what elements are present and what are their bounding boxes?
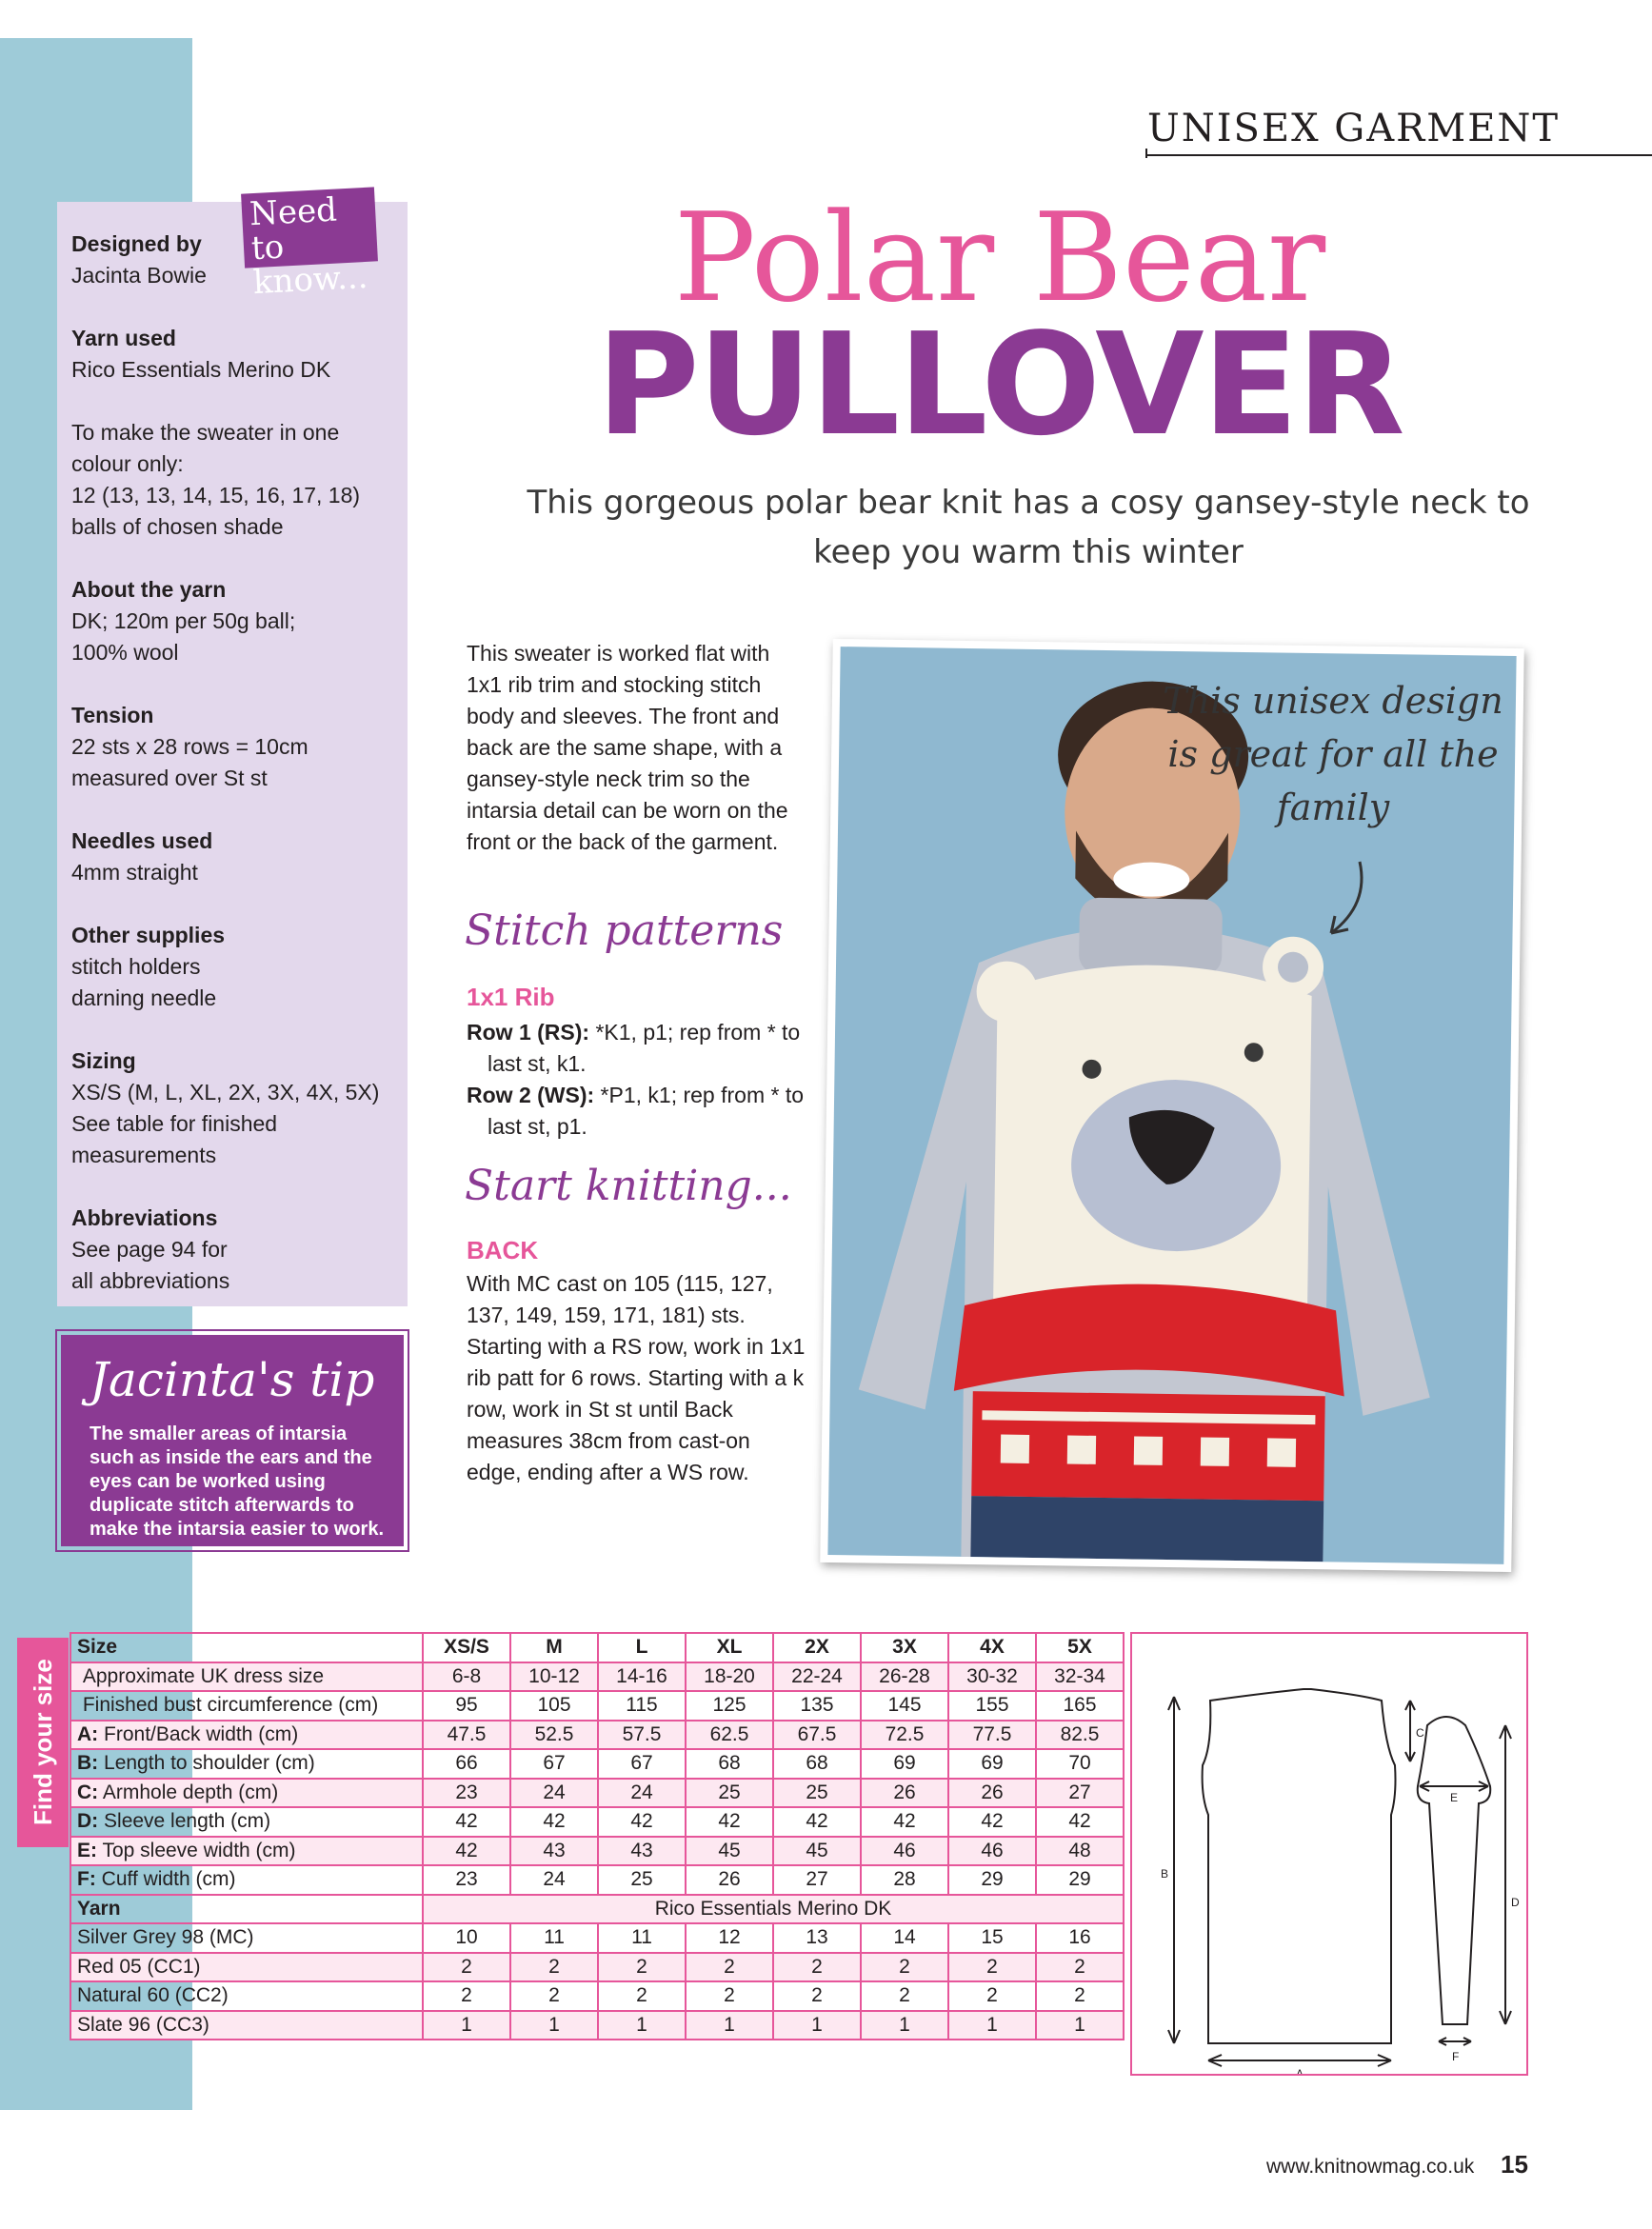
table-cell: 29 xyxy=(1036,1865,1124,1895)
table-cell: 2 xyxy=(598,1981,686,2011)
measurement-text: Finished bust circumference (cm) xyxy=(82,1694,379,1717)
table-cell: 2 xyxy=(686,1953,773,1982)
ntk-one-colour xyxy=(71,417,405,543)
yarn-shade-label: Silver Grey 98 (MC) xyxy=(70,1923,423,1953)
page-number: 15 xyxy=(1501,2150,1528,2179)
diagram-label-e: E xyxy=(1450,1791,1459,1804)
table-cell: 14-16 xyxy=(598,1662,686,1692)
table-cell: 24 xyxy=(510,1865,598,1895)
table-cell: 67.5 xyxy=(773,1721,861,1750)
table-cell: 70 xyxy=(1036,1749,1124,1779)
rib-heading: 1x1 Rib xyxy=(467,983,555,1011)
section-rule-tick xyxy=(1145,149,1147,158)
back-instructions: With MC cast on 105 (115, 127, 137, 149, 159, 171, 181) sts. Starting with a RS row, work in 1x1 rib patt for 6 rows. Starting with a k row, work in St st until Back measures 38cm from cast-on edge, ending after a WS row. xyxy=(467,1271,806,1484)
table-cell: 42 xyxy=(861,1807,948,1837)
rib-row-2 xyxy=(467,1080,809,1143)
yarn-shade-label: Slate 96 (CC3) xyxy=(70,2011,423,2040)
table-cell: 2 xyxy=(598,1953,686,1982)
diagram-label-c: C xyxy=(1416,1726,1424,1740)
table-cell: 26 xyxy=(861,1779,948,1808)
intro-paragraph: This sweater is worked flat with 1x1 rib trim and stocking stitch body and sleeves. The front and back are the same shape, with a gansey-style neck trim so the intarsia detail can be worn on the front or the back of the garment. xyxy=(467,641,788,854)
table-cell: 16 xyxy=(1036,1923,1124,1953)
table-cell: 68 xyxy=(686,1749,773,1779)
yarn-name: Rico Essentials Merino DK xyxy=(423,1895,1124,1924)
start-knitting-heading: Start knitting... xyxy=(465,1162,792,1210)
measurement-label xyxy=(70,1749,423,1779)
ntk-about-yarn xyxy=(71,574,405,668)
table-row xyxy=(70,1779,1124,1808)
measurement-letter: A: xyxy=(77,1722,99,1745)
measurement-label xyxy=(70,1691,423,1721)
table-cell: 135 xyxy=(773,1691,861,1721)
back-heading: BACK xyxy=(467,1236,539,1264)
table-cell: 24 xyxy=(510,1779,598,1808)
table-cell: 105 xyxy=(510,1691,598,1721)
table-cell: 32-34 xyxy=(1036,1662,1124,1692)
yarn-shade-label: Natural 60 (CC2) xyxy=(70,1981,423,2011)
ntk-line: To make the sweater in one xyxy=(71,420,340,445)
table-cell: 26 xyxy=(686,1865,773,1895)
measurement-text: Cuff width (cm) xyxy=(101,1868,236,1891)
measurement-label xyxy=(70,1779,423,1808)
yarn-row xyxy=(70,1923,1124,1953)
size-table xyxy=(70,1632,1125,2040)
table-cell: 1 xyxy=(510,2011,598,2040)
yarn-header: Yarn xyxy=(70,1895,423,1924)
ntk-line: See table for finished xyxy=(71,1111,278,1136)
table-cell: 11 xyxy=(510,1923,598,1953)
table-cell: 42 xyxy=(686,1807,773,1837)
table-cell: 48 xyxy=(1036,1837,1124,1866)
ntk-heading: Sizing xyxy=(71,1048,136,1073)
ntk-line: 12 (13, 13, 14, 15, 16, 17, 18) xyxy=(71,483,361,507)
measurement-letter: E: xyxy=(77,1839,97,1861)
ntk-line: measured over St st xyxy=(71,766,268,790)
ntk-line: XS/S (M, L, XL, 2X, 3X, 4X, 5X) xyxy=(71,1080,380,1105)
table-cell: 1 xyxy=(686,2011,773,2040)
row-label: Row 2 (WS): xyxy=(467,1083,595,1107)
table-cell: 18-20 xyxy=(686,1662,773,1692)
standfirst: This gorgeous polar bear knit has a cosy gansey-style neck to keep you warm this winter xyxy=(527,484,1530,571)
table-cell: 2 xyxy=(423,1953,510,1982)
yarn-row xyxy=(70,1953,1124,1982)
measurement-text: Armhole depth (cm) xyxy=(102,1781,279,1803)
table-cell: 42 xyxy=(598,1807,686,1837)
table-cell: 2 xyxy=(861,1981,948,2011)
size-col: XL xyxy=(686,1633,773,1662)
need-to-know-tag: Need to know... xyxy=(241,187,378,268)
table-cell: 66 xyxy=(423,1749,510,1779)
table-cell: 2 xyxy=(423,1981,510,2011)
size-col: M xyxy=(510,1633,598,1662)
diagram-label-f: F xyxy=(1452,2050,1460,2063)
measurement-label xyxy=(70,1837,423,1866)
table-cell: 69 xyxy=(861,1749,948,1779)
tip-text: The smaller areas of intarsia such as inside the ears and the eyes can be worked using duplicate stitch afterwards to make the intarsia easier to work. xyxy=(90,1423,385,1540)
rib-rows xyxy=(467,1017,809,1143)
table-cell: 69 xyxy=(948,1749,1036,1779)
table-cell: 62.5 xyxy=(686,1721,773,1750)
yarn-header-row xyxy=(70,1895,1124,1924)
ntk-line: See page 94 for xyxy=(71,1237,228,1262)
table-cell: 25 xyxy=(773,1779,861,1808)
table-cell: 2 xyxy=(773,1953,861,1982)
table-cell: 42 xyxy=(1036,1807,1124,1837)
table-row xyxy=(70,1807,1124,1837)
table-cell: 25 xyxy=(598,1865,686,1895)
table-cell: 42 xyxy=(510,1807,598,1837)
table-row xyxy=(70,1865,1124,1895)
table-cell: 67 xyxy=(598,1749,686,1779)
table-cell: 28 xyxy=(861,1865,948,1895)
table-cell: 2 xyxy=(510,1981,598,2011)
measurement-label xyxy=(70,1807,423,1837)
table-cell: 10 xyxy=(423,1923,510,1953)
table-header-row xyxy=(70,1633,1124,1662)
row-label: Row 1 (RS): xyxy=(467,1020,590,1045)
row-text: *K1, p1; rep from * to last st, k1. xyxy=(488,1020,801,1076)
table-cell: 42 xyxy=(773,1807,861,1837)
yarn-shade-label: Red 05 (CC1) xyxy=(70,1953,423,1982)
measurement-text: Top sleeve width (cm) xyxy=(102,1839,296,1861)
size-col: 5X xyxy=(1036,1633,1124,1662)
ntk-heading: Yarn used xyxy=(71,326,176,350)
ntk-line: 100% wool xyxy=(71,640,179,665)
table-cell: 46 xyxy=(861,1837,948,1866)
ntk-sizing xyxy=(71,1045,405,1171)
table-cell: 6-8 xyxy=(423,1662,510,1692)
table-cell: 45 xyxy=(773,1837,861,1866)
table-cell: 29 xyxy=(948,1865,1036,1895)
measurement-letter: B: xyxy=(77,1752,99,1775)
ntk-heading: Abbreviations xyxy=(71,1205,218,1230)
ntk-line: Jacinta Bowie xyxy=(71,263,207,288)
table-cell: 2 xyxy=(686,1981,773,2011)
tip-heading: Jacinta's tip xyxy=(90,1352,375,1407)
title-line1: Polar Bear xyxy=(673,188,1326,329)
table-cell: 2 xyxy=(773,1981,861,2011)
table-cell: 26 xyxy=(948,1779,1036,1808)
section-rule xyxy=(1145,154,1652,156)
ntk-line: stitch holders xyxy=(71,954,201,979)
table-cell: 57.5 xyxy=(598,1721,686,1750)
table-cell: 43 xyxy=(598,1837,686,1866)
need-to-know-body xyxy=(71,229,405,1328)
table-cell: 2 xyxy=(861,1953,948,1982)
measurement-label xyxy=(70,1721,423,1750)
table-cell: 24 xyxy=(598,1779,686,1808)
footer-url: www.knitnowmag.co.uk xyxy=(1266,2156,1475,2178)
ntk-tension xyxy=(71,700,405,794)
ntk-line: measurements xyxy=(71,1143,217,1167)
ntk-yarn-used xyxy=(71,323,405,386)
table-cell: 95 xyxy=(423,1691,510,1721)
rib-row-1 xyxy=(467,1017,809,1080)
table-cell: 115 xyxy=(598,1691,686,1721)
table-cell: 1 xyxy=(598,2011,686,2040)
ntk-heading: Tension xyxy=(71,703,154,727)
table-cell: 2 xyxy=(510,1953,598,1982)
schematic-diagram xyxy=(1132,1634,1526,2074)
table-cell: 2 xyxy=(1036,1981,1124,2011)
table-cell: 2 xyxy=(948,1953,1036,1982)
table-cell: 2 xyxy=(1036,1953,1124,1982)
section-label: UNISEX GARMENT xyxy=(1147,107,1561,150)
size-col: L xyxy=(598,1633,686,1662)
table-row xyxy=(70,1721,1124,1750)
table-cell: 25 xyxy=(686,1779,773,1808)
size-col: 2X xyxy=(773,1633,861,1662)
table-cell: 145 xyxy=(861,1691,948,1721)
table-cell: 1 xyxy=(1036,2011,1124,2040)
table-cell: 27 xyxy=(773,1865,861,1895)
ntk-line: darning needle xyxy=(71,985,217,1010)
ntk-needles xyxy=(71,826,405,888)
table-cell: 13 xyxy=(773,1923,861,1953)
row-text: *P1, k1; rep from * to last st, p1. xyxy=(488,1083,805,1139)
table-row xyxy=(70,1749,1124,1779)
measurement-text: Length to shoulder (cm) xyxy=(104,1752,315,1775)
table-cell: 45 xyxy=(686,1837,773,1866)
table-cell: 1 xyxy=(861,2011,948,2040)
size-col: XS/S xyxy=(423,1633,510,1662)
ntk-heading: Needles used xyxy=(71,828,213,853)
table-row xyxy=(70,1691,1124,1721)
yarn-row xyxy=(70,1981,1124,2011)
table-cell: 68 xyxy=(773,1749,861,1779)
ntk-line: all abbreviations xyxy=(71,1268,230,1293)
table-cell: 42 xyxy=(423,1807,510,1837)
ntk-line: balls of chosen shade xyxy=(71,514,284,539)
table-cell: 72.5 xyxy=(861,1721,948,1750)
find-your-size-label: Find your size xyxy=(29,1659,57,1826)
table-cell: 46 xyxy=(948,1837,1036,1866)
table-cell: 26-28 xyxy=(861,1662,948,1692)
measurement-letter: C: xyxy=(77,1781,99,1803)
measurement-letter: D: xyxy=(77,1810,99,1833)
measurement-letter: F: xyxy=(77,1868,96,1891)
table-cell: 2 xyxy=(948,1981,1036,2011)
table-cell: 14 xyxy=(861,1923,948,1953)
table-cell: 12 xyxy=(686,1923,773,1953)
size-col: 4X xyxy=(948,1633,1036,1662)
diagram-label-d: D xyxy=(1511,1896,1520,1909)
ntk-line: Rico Essentials Merino DK xyxy=(71,357,331,382)
table-cell: 27 xyxy=(1036,1779,1124,1808)
size-col: 3X xyxy=(861,1633,948,1662)
diagram-label-a: A xyxy=(1296,2067,1304,2074)
measurement-label xyxy=(70,1662,423,1692)
table-cell: 43 xyxy=(510,1837,598,1866)
table-cell: 15 xyxy=(948,1923,1036,1953)
ntk-abbreviations xyxy=(71,1203,405,1297)
table-cell: 30-32 xyxy=(948,1662,1036,1692)
table-cell: 10-12 xyxy=(510,1662,598,1692)
measurement-text: Front/Back width (cm) xyxy=(104,1722,299,1745)
measurement-text: Sleeve length (cm) xyxy=(104,1810,271,1833)
ntk-line: DK; 120m per 50g ball; xyxy=(71,608,296,633)
table-cell: 155 xyxy=(948,1691,1036,1721)
table-cell: 11 xyxy=(598,1923,686,1953)
ntk-line: 22 sts x 28 rows = 10cm xyxy=(71,734,309,759)
table-cell: 23 xyxy=(423,1779,510,1808)
ntk-heading: Designed by xyxy=(71,231,202,256)
table-cell: 67 xyxy=(510,1749,598,1779)
ntk-line: 4mm straight xyxy=(71,860,198,885)
table-cell: 1 xyxy=(948,2011,1036,2040)
table-cell: 1 xyxy=(773,2011,861,2040)
table-row xyxy=(70,1662,1124,1692)
table-row xyxy=(70,1837,1124,1866)
stitch-patterns-heading: Stitch patterns xyxy=(465,906,784,955)
table-cell: 125 xyxy=(686,1691,773,1721)
ntk-heading: Other supplies xyxy=(71,923,226,947)
diagram-label-b: B xyxy=(1161,1867,1169,1881)
photo-caption: This unisex design is great for all the family xyxy=(1163,680,1503,828)
measurement-text: Approximate UK dress size xyxy=(82,1664,325,1687)
table-cell: 22-24 xyxy=(773,1662,861,1692)
caption-arrow-icon xyxy=(1322,857,1379,943)
ntk-supplies xyxy=(71,920,405,1014)
size-header: Size xyxy=(70,1633,423,1662)
table-cell: 82.5 xyxy=(1036,1721,1124,1750)
measurement-label xyxy=(70,1865,423,1895)
table-cell: 42 xyxy=(948,1807,1036,1837)
garment-diagram xyxy=(1130,1632,1528,2076)
table-cell: 52.5 xyxy=(510,1721,598,1750)
table-cell: 47.5 xyxy=(423,1721,510,1750)
title-line2: PULLOVER xyxy=(596,303,1403,467)
table-cell: 165 xyxy=(1036,1691,1124,1721)
ntk-line: colour only: xyxy=(71,451,184,476)
table-cell: 77.5 xyxy=(948,1721,1036,1750)
table-cell: 23 xyxy=(423,1865,510,1895)
ntk-heading: About the yarn xyxy=(71,577,227,602)
table-cell: 42 xyxy=(423,1837,510,1866)
table-cell: 1 xyxy=(423,2011,510,2040)
yarn-row xyxy=(70,2011,1124,2040)
